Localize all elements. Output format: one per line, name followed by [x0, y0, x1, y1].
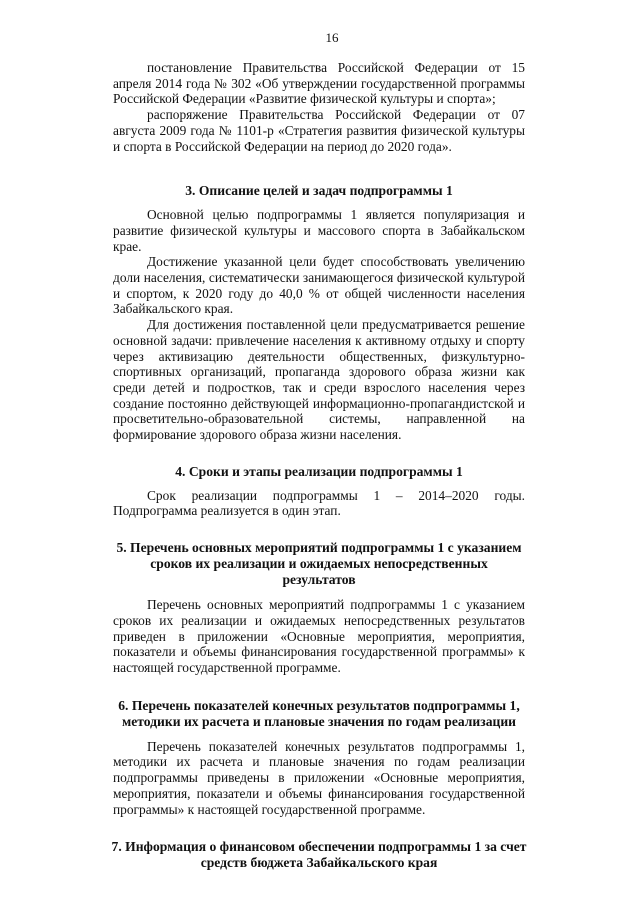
page-number: 16	[325, 30, 339, 45]
section-6-heading: 6. Перечень показателей конечных результатов подпрограммы 1, методики их расчета и плановые значения по годам реализации	[118, 697, 520, 729]
intro-paragraph: распоряжение Правительства Российской Федерации от 07 августа 2009 года № 1101-р «Стратегия развития физической культуры и спорта в Российской Федерации на период до 2020 года».	[113, 107, 525, 154]
intro-paragraph: постановление Правительства Российской Федерации от 15 апреля 2014 года № 302 «Об утверждении государственной программы Российской Федерации «Развитие физической культуры и спорта»;	[113, 60, 525, 107]
section-4-heading: 4. Сроки и этапы реализации подпрограммы 1	[175, 463, 463, 479]
section-3-paragraph: Основной целью подпрограммы 1 является популяризация и развитие физической культуры и массового спорта в Забайкальском крае.	[113, 207, 525, 254]
section-3-heading: 3. Описание целей и задач подпрограммы 1	[185, 183, 453, 199]
section-3-paragraph: Достижение указанной цели будет способствовать увеличению доли населения, систематически занимающегося физической культурой и спортом, к 2020 году до 40,0 % от общей численности населения Забайкальского края.	[113, 254, 525, 317]
section-5-paragraph: Перечень основных мероприятий подпрограммы 1 с указанием сроков их реализации и ожидаемых непосредственных результатов приведен в приложении «Основные мероприятия, мероприятия, показатели и объемы финансирования государственной программы» к настоящей государственной программе.	[113, 597, 525, 675]
section-5-heading: 5. Перечень основных мероприятий подпрограммы 1 с указанием сроков их реализации и ожидаемых непосредственных результатов	[116, 540, 522, 588]
section-6-paragraph: Перечень показателей конечных результатов подпрограммы 1, методики их расчета и плановые значения по годам реализации подпрограммы приведены в приложении «Основные мероприятия, мероприятия, показатели и объемы финансирования государственной программы» к настоящей государственной программе.	[113, 738, 525, 817]
section-7-heading: 7. Информация о финансовом обеспечении подпрограммы 1 за счет средств бюджета Забайкальского края	[111, 839, 527, 871]
section-3-paragraph: Для достижения поставленной цели предусматривается решение основной задачи: привлечение населения к активному отдыху и спорту через активизацию деятельности общественных, физкультурно-спортивных организаций, пропаганда здорового образа жизни как среди детей и подростков, так и среди взрослого населения через создание постоянно действующей информационно-пропагандистской и просветительно-образовательной системы, направленной на формирование здорового образа жизни населения.	[113, 317, 525, 443]
section-4-paragraph: Срок реализации подпрограммы 1 – 2014–2020 годы. Подпрограмма реализуется в один этап.	[113, 487, 525, 519]
document-page	[113, 30, 525, 871]
